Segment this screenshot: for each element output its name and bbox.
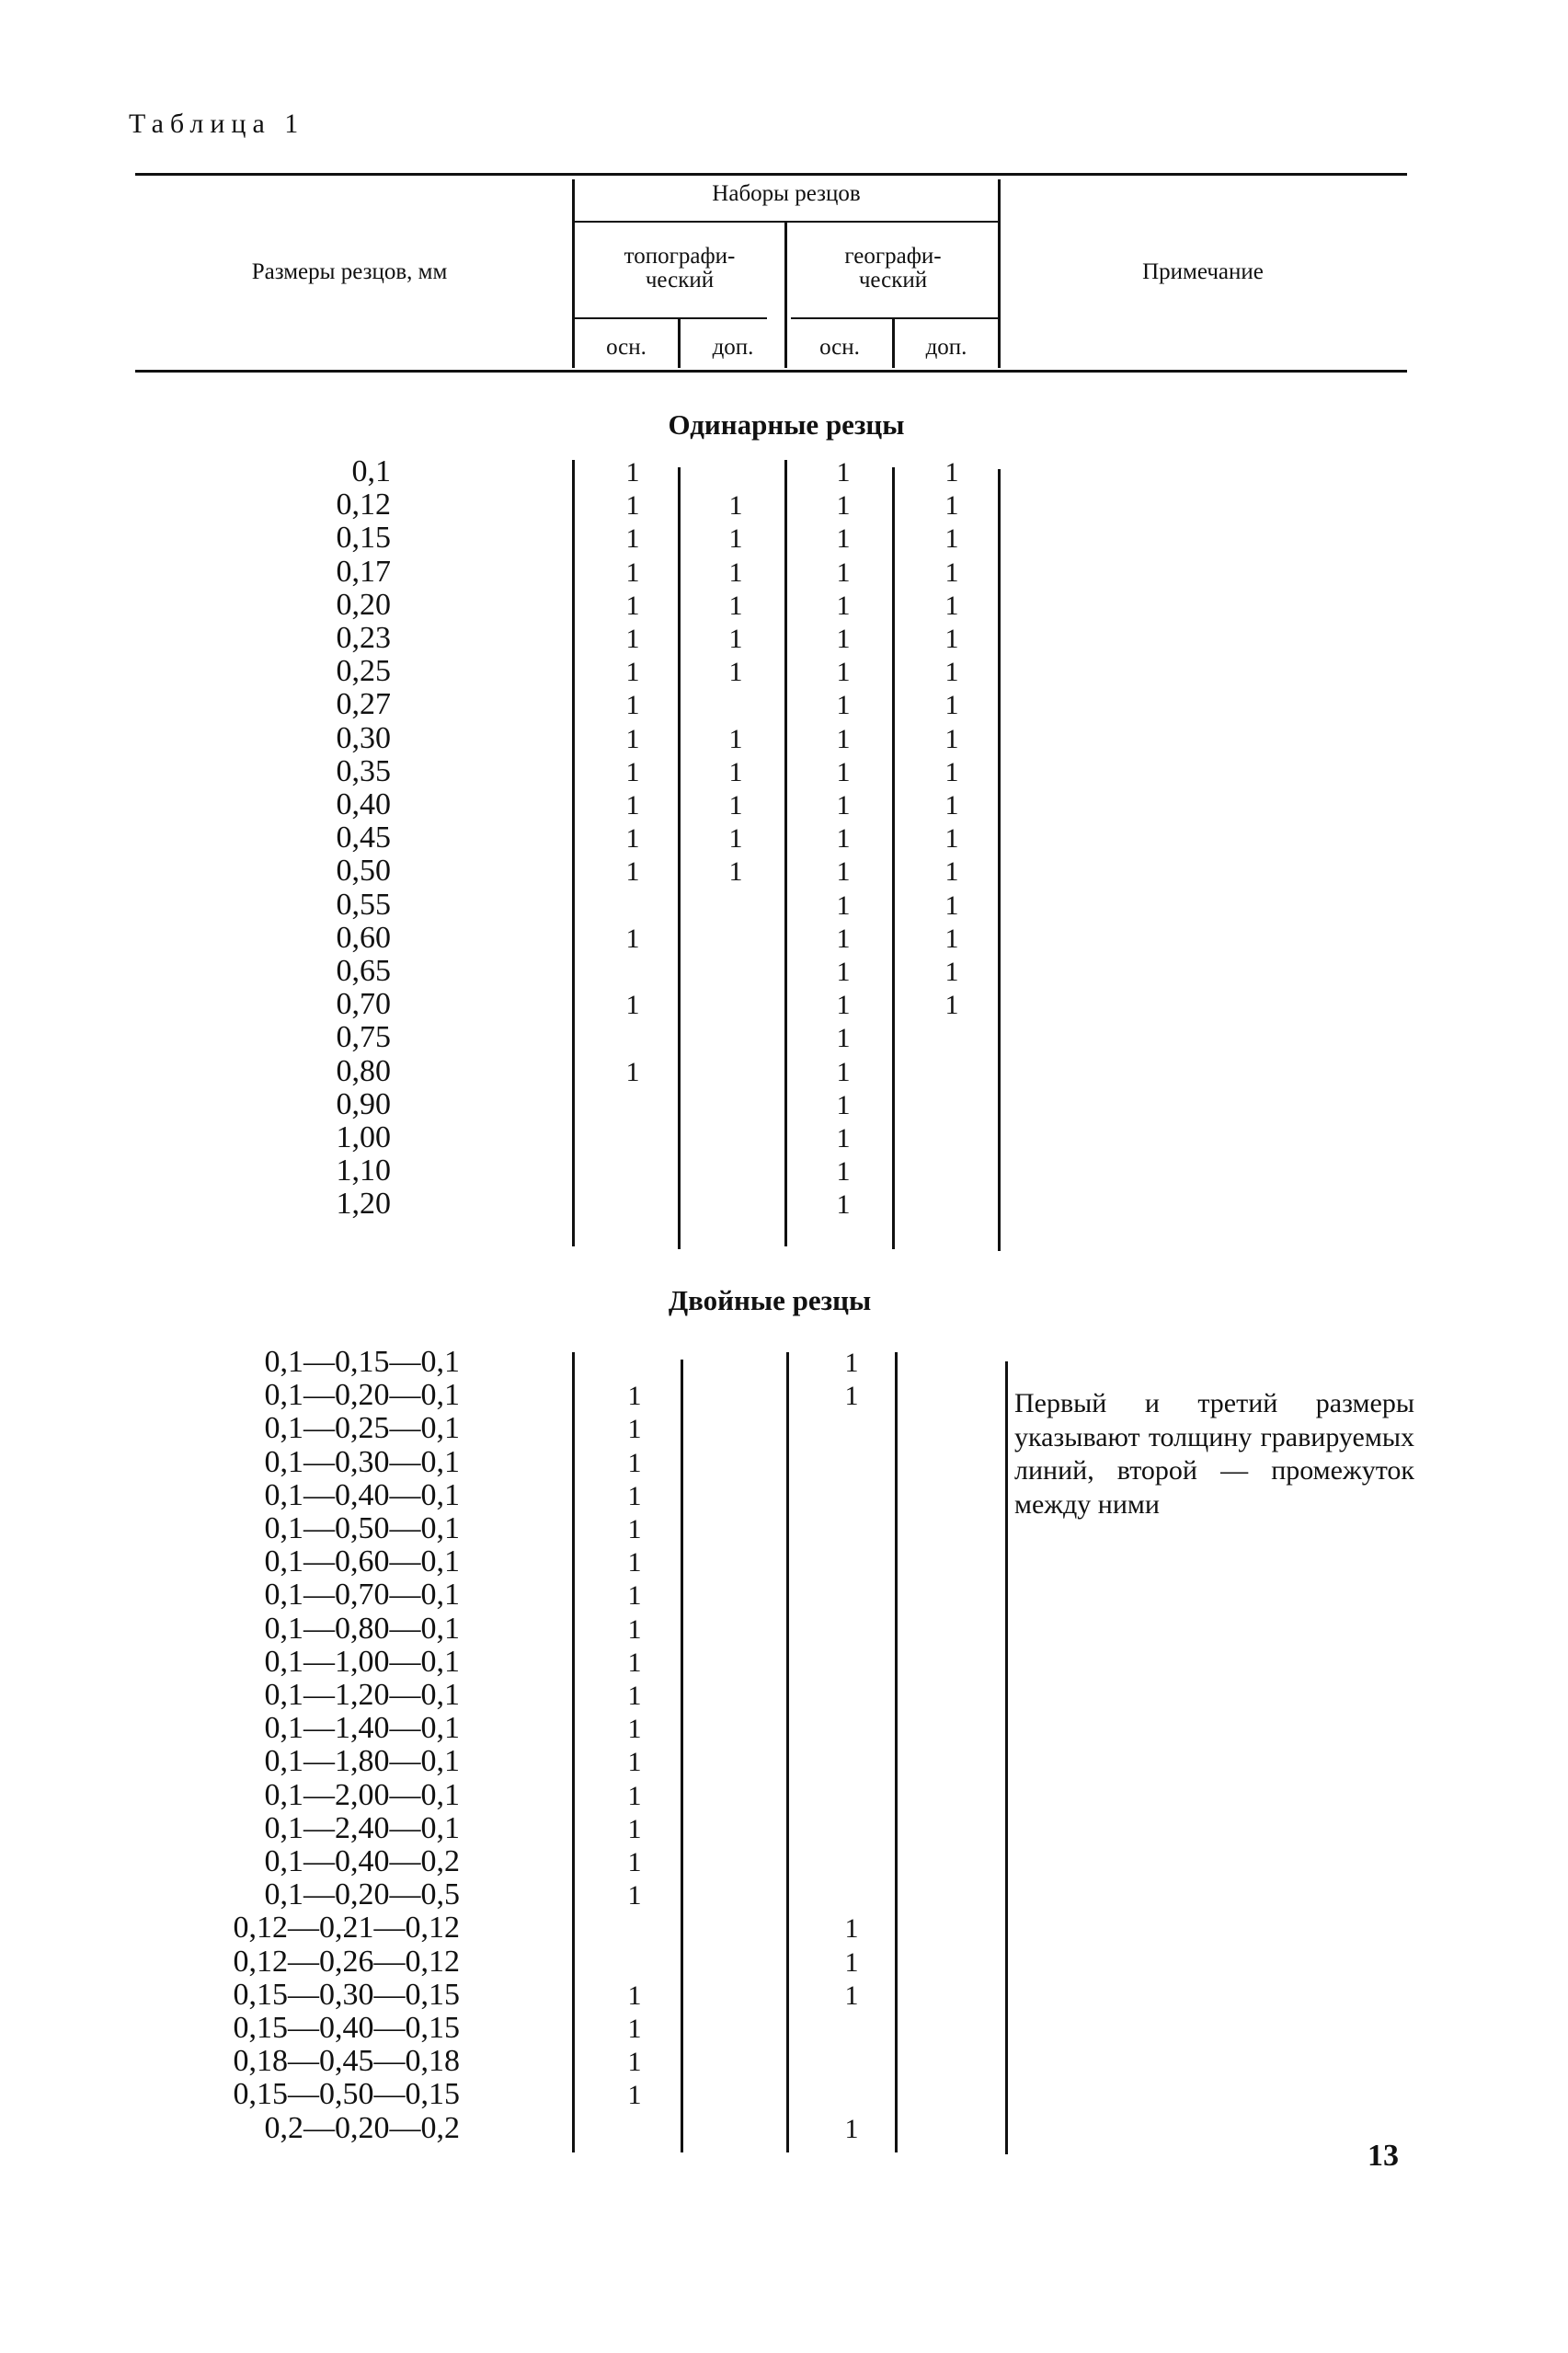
row-count-col-1: 1 bbox=[625, 590, 640, 621]
header-sets-label: Наборы резцов bbox=[712, 181, 861, 206]
row-count-col-3: 1 bbox=[836, 890, 851, 921]
row-count-col-3: 1 bbox=[836, 1089, 851, 1120]
row-size: 0,1—2,40—0,1 bbox=[264, 1810, 460, 1845]
row-count-col-1: 1 bbox=[627, 1381, 642, 1412]
double-vline-4 bbox=[895, 1352, 898, 2152]
row-count-col-1: 1 bbox=[627, 1514, 642, 1544]
single-vline-3 bbox=[784, 460, 787, 1246]
row-size: 0,1—2,00—0,1 bbox=[264, 1777, 460, 1812]
row-count-col-2: 1 bbox=[728, 523, 743, 555]
row-size: 0,70 bbox=[336, 987, 391, 1022]
row-count-col-3: 1 bbox=[836, 1189, 851, 1221]
row-size: 0,15—0,30—0,15 bbox=[233, 1977, 460, 2012]
row-count-col-2: 1 bbox=[728, 624, 743, 654]
row-count-col-2: 1 bbox=[728, 557, 743, 588]
row-size: 0,15 bbox=[336, 521, 391, 556]
row-size: 1,00 bbox=[336, 1120, 391, 1154]
row-count-col-3: 1 bbox=[836, 990, 851, 1021]
double-vline-2 bbox=[681, 1360, 683, 2152]
row-count-col-1: 1 bbox=[627, 1480, 642, 1511]
row-size: 0,1—0,20—0,5 bbox=[264, 1877, 460, 1912]
row-count-col-1: 1 bbox=[625, 856, 640, 888]
row-count-col-3: 1 bbox=[836, 557, 851, 588]
row-size: 0,80 bbox=[336, 1053, 391, 1088]
row-count-col-3: 1 bbox=[844, 1946, 859, 1978]
row-count-col-3: 1 bbox=[836, 790, 851, 821]
row-count-col-1: 1 bbox=[627, 1813, 642, 1844]
header-dop-geo: доп. bbox=[925, 335, 967, 360]
row-count-col-1: 1 bbox=[627, 2047, 642, 2078]
row-count-col-4: 1 bbox=[944, 590, 959, 621]
row-count-col-4: 1 bbox=[944, 957, 959, 987]
row-count-col-3: 1 bbox=[836, 823, 851, 855]
row-count-col-4: 1 bbox=[944, 790, 959, 821]
row-count-col-4: 1 bbox=[944, 624, 959, 654]
double-vline-5 bbox=[1005, 1361, 1008, 2154]
single-vline-2 bbox=[678, 467, 681, 1249]
row-size: 0,1—1,40—0,1 bbox=[264, 1711, 460, 1746]
row-count-col-1: 1 bbox=[627, 1847, 642, 1877]
row-count-col-1: 1 bbox=[625, 624, 640, 654]
double-section-title: Двойные резцы bbox=[668, 1284, 872, 1316]
row-count-col-2: 1 bbox=[728, 657, 743, 688]
row-count-col-3: 1 bbox=[836, 457, 851, 488]
row-count-col-1: 1 bbox=[625, 1056, 640, 1087]
row-count-col-3: 1 bbox=[836, 523, 851, 555]
row-count-col-1: 1 bbox=[625, 690, 640, 721]
row-count-col-2: 1 bbox=[728, 790, 743, 821]
row-count-col-3: 1 bbox=[836, 1123, 851, 1154]
row-count-col-3: 1 bbox=[836, 756, 851, 787]
row-count-col-1: 1 bbox=[627, 1980, 642, 2011]
row-size: 0,2—0,20—0,2 bbox=[264, 2110, 460, 2145]
header-dop-topo: доп. bbox=[712, 335, 754, 360]
row-count-col-1: 1 bbox=[627, 1681, 642, 1711]
row-count-col-1: 1 bbox=[627, 2080, 642, 2111]
row-count-col-2: 1 bbox=[728, 856, 743, 888]
row-count-col-4: 1 bbox=[944, 490, 959, 522]
row-count-col-1: 1 bbox=[625, 990, 640, 1021]
row-size: 0,20 bbox=[336, 587, 391, 622]
row-size: 0,1—1,80—0,1 bbox=[264, 1744, 460, 1779]
header-geo-label-1: географи- bbox=[844, 244, 942, 269]
row-size: 0,1 bbox=[351, 454, 391, 488]
header-osn-geo: осн. bbox=[819, 335, 860, 360]
header-top-rule bbox=[135, 173, 1407, 176]
double-vline-1 bbox=[572, 1352, 575, 2152]
row-count-col-3: 1 bbox=[844, 1381, 859, 1412]
row-count-col-4: 1 bbox=[944, 990, 959, 1021]
row-size: 1,10 bbox=[336, 1154, 391, 1188]
header-osn-topo: осн. bbox=[606, 335, 647, 360]
header-geo-label-2: ческий bbox=[858, 268, 928, 293]
row-size: 1,20 bbox=[336, 1187, 391, 1222]
row-count-col-3: 1 bbox=[844, 1348, 859, 1378]
row-count-col-1: 1 bbox=[627, 1447, 642, 1478]
table-caption: Таблица 1 bbox=[129, 109, 305, 139]
header-note-label: Примечание bbox=[1142, 259, 1264, 284]
row-size: 0,23 bbox=[336, 621, 391, 655]
row-count-col-3: 1 bbox=[844, 1980, 859, 2011]
row-count-col-1: 1 bbox=[625, 657, 640, 688]
row-count-col-4: 1 bbox=[944, 923, 959, 954]
row-count-col-2: 1 bbox=[728, 590, 743, 621]
row-count-col-1: 1 bbox=[625, 823, 640, 855]
topo-subheader-rule bbox=[574, 317, 767, 319]
row-count-col-4: 1 bbox=[944, 856, 959, 888]
row-count-col-1: 1 bbox=[627, 1580, 642, 1612]
row-count-col-1: 1 bbox=[627, 2014, 642, 2044]
row-size: 0,25 bbox=[336, 654, 391, 689]
row-count-col-2: 1 bbox=[728, 756, 743, 787]
row-size: 0,12—0,26—0,12 bbox=[233, 1944, 460, 1979]
row-size: 0,12—0,21—0,12 bbox=[233, 1911, 460, 1946]
row-count-col-3: 1 bbox=[836, 957, 851, 987]
page-number: 13 bbox=[1368, 2139, 1399, 2173]
row-count-col-1: 1 bbox=[625, 490, 640, 522]
row-count-col-1: 1 bbox=[627, 1747, 642, 1778]
row-size: 0,1—0,30—0,1 bbox=[264, 1444, 460, 1479]
row-size: 0,17 bbox=[336, 554, 391, 589]
row-size: 0,15—0,50—0,15 bbox=[233, 2077, 460, 2112]
row-size: 0,1—0,40—0,2 bbox=[264, 1844, 460, 1878]
row-count-col-1: 1 bbox=[627, 1414, 642, 1445]
row-size: 0,1—0,40—0,1 bbox=[264, 1477, 460, 1512]
row-size: 0,55 bbox=[336, 887, 391, 922]
row-count-col-3: 1 bbox=[836, 1056, 851, 1087]
row-count-col-3: 1 bbox=[836, 690, 851, 721]
row-size: 0,1—1,20—0,1 bbox=[264, 1678, 460, 1712]
row-count-col-2: 1 bbox=[728, 823, 743, 855]
row-size: 0,27 bbox=[336, 687, 391, 722]
row-size: 0,75 bbox=[336, 1020, 391, 1055]
row-count-col-1: 1 bbox=[627, 1780, 642, 1811]
row-count-col-1: 1 bbox=[627, 1613, 642, 1645]
row-count-col-4: 1 bbox=[944, 523, 959, 555]
row-size: 0,60 bbox=[336, 920, 391, 955]
row-size: 0,45 bbox=[336, 821, 391, 855]
row-size: 0,18—0,45—0,18 bbox=[233, 2044, 460, 2079]
double-note: Первый и третий размеры указывают толщину гравируемых линий, второй — промежуток между ними bbox=[1014, 1388, 1414, 1520]
row-count-col-3: 1 bbox=[836, 856, 851, 888]
header-topo-label-1: топографи- bbox=[624, 244, 736, 269]
row-size: 0,65 bbox=[336, 954, 391, 988]
row-count-col-3: 1 bbox=[836, 1156, 851, 1188]
double-vline-3 bbox=[786, 1352, 789, 2152]
header-bottom-rule bbox=[135, 370, 1407, 373]
row-count-col-4: 1 bbox=[944, 557, 959, 588]
row-count-col-4: 1 bbox=[944, 690, 959, 721]
geo-subheader-rule bbox=[791, 317, 999, 319]
row-count-col-1: 1 bbox=[625, 923, 640, 954]
row-size: 0,40 bbox=[336, 787, 391, 821]
row-count-col-1: 1 bbox=[625, 790, 640, 821]
row-size: 0,1—0,15—0,1 bbox=[264, 1345, 460, 1379]
row-count-col-1: 1 bbox=[625, 557, 640, 588]
row-size: 0,1—0,80—0,1 bbox=[264, 1611, 460, 1646]
row-count-col-3: 1 bbox=[844, 1913, 859, 1945]
row-size: 0,1—0,50—0,1 bbox=[264, 1511, 460, 1545]
row-size: 0,90 bbox=[336, 1086, 391, 1121]
row-count-col-4: 1 bbox=[944, 657, 959, 688]
single-vline-5 bbox=[998, 469, 1001, 1251]
row-count-col-1: 1 bbox=[627, 1714, 642, 1745]
row-size: 0,15—0,40—0,15 bbox=[233, 2011, 460, 2045]
row-count-col-1: 1 bbox=[625, 523, 640, 555]
header-sizes-label: Размеры резцов, мм bbox=[251, 259, 448, 284]
row-count-col-1: 1 bbox=[627, 1880, 642, 1911]
header-topo-label-2: ческий bbox=[645, 268, 715, 293]
row-size: 0,1—0,60—0,1 bbox=[264, 1544, 460, 1579]
row-size: 0,1—0,25—0,1 bbox=[264, 1411, 460, 1446]
row-count-col-4: 1 bbox=[944, 457, 959, 488]
row-count-col-3: 1 bbox=[836, 624, 851, 654]
row-size: 0,12 bbox=[336, 488, 391, 522]
row-count-col-1: 1 bbox=[625, 457, 640, 488]
row-count-col-1: 1 bbox=[625, 756, 640, 787]
row-count-col-4: 1 bbox=[944, 723, 959, 754]
row-count-col-3: 1 bbox=[836, 490, 851, 522]
row-count-col-3: 1 bbox=[836, 657, 851, 688]
row-count-col-3: 1 bbox=[844, 2113, 859, 2144]
row-count-col-1: 1 bbox=[627, 1647, 642, 1678]
row-size: 0,1—0,20—0,1 bbox=[264, 1378, 460, 1413]
row-size: 0,1—1,00—0,1 bbox=[264, 1644, 460, 1679]
row-count-col-1: 1 bbox=[625, 723, 640, 754]
row-size: 0,50 bbox=[336, 854, 391, 889]
row-count-col-3: 1 bbox=[836, 590, 851, 621]
row-size: 0,35 bbox=[336, 753, 391, 788]
single-vline-4 bbox=[892, 467, 895, 1249]
row-size: 0,1—0,70—0,1 bbox=[264, 1578, 460, 1613]
row-size: 0,30 bbox=[336, 720, 391, 755]
single-section-title: Одинарные резцы bbox=[668, 408, 905, 441]
row-count-col-3: 1 bbox=[836, 923, 851, 954]
row-count-col-1: 1 bbox=[627, 1547, 642, 1578]
row-count-col-2: 1 bbox=[728, 490, 743, 522]
row-count-col-3: 1 bbox=[836, 1023, 851, 1054]
row-count-col-2: 1 bbox=[728, 723, 743, 754]
row-count-col-4: 1 bbox=[944, 823, 959, 855]
row-count-col-4: 1 bbox=[944, 890, 959, 921]
single-vline-1 bbox=[572, 460, 575, 1246]
row-count-col-3: 1 bbox=[836, 723, 851, 754]
row-count-col-4: 1 bbox=[944, 756, 959, 787]
